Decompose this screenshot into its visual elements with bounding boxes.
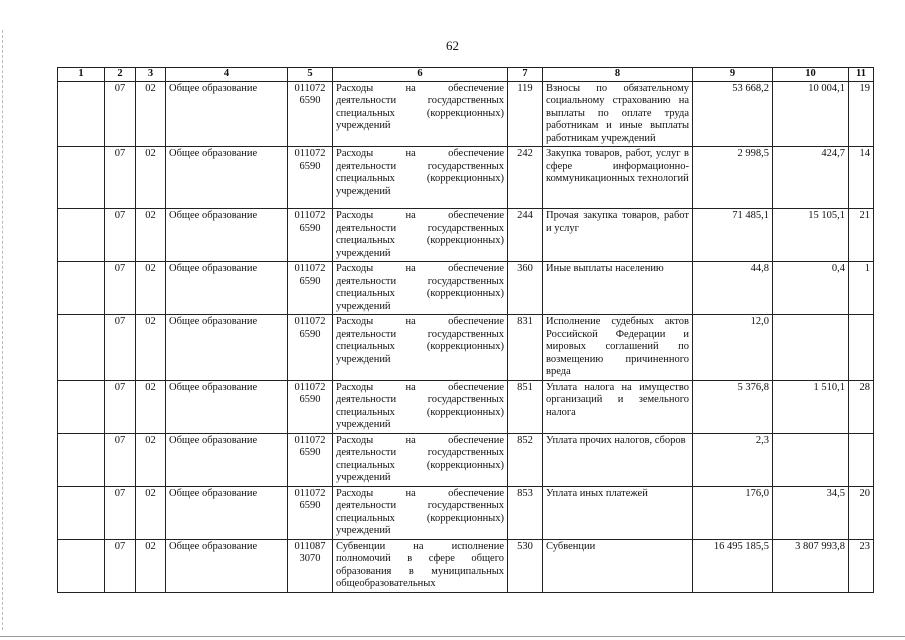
cell-target-code: 011072 6590 (288, 380, 333, 433)
cell-amount-actual: 424,7 (773, 147, 849, 209)
cell-section-name: Общее образование (166, 209, 288, 262)
cell-subsection: 02 (136, 209, 166, 262)
cell-subsection: 02 (136, 315, 166, 381)
cell-expense-type-code: 530 (508, 539, 543, 592)
cell-section: 07 (105, 315, 136, 381)
cell-target-description: Расходы на обеспечение деятельности государственных специальных (коррекционных) учреждений (333, 209, 508, 262)
cell-percent: 20 (849, 486, 874, 539)
cell-col1 (58, 380, 105, 433)
cell-target-description: Расходы на обеспечение деятельности государственных специальных (коррекционных) учреждений (333, 315, 508, 381)
cell-amount-plan: 5 376,8 (693, 380, 773, 433)
cell-section-name: Общее образование (166, 147, 288, 209)
cell-expense-type-description: Взносы по обязательному социальному страхованию на выплаты по оплате труда работникам и иные выплаты работникам учреждений (543, 81, 693, 147)
cell-amount-actual: 34,5 (773, 486, 849, 539)
cell-target-code: 011072 6590 (288, 433, 333, 486)
cell-amount-actual: 0,4 (773, 262, 849, 315)
cell-expense-type-description: Прочая закупка товаров, работ и услуг (543, 209, 693, 262)
cell-percent: 28 (849, 380, 874, 433)
cell-section: 07 (105, 262, 136, 315)
cell-section-name: Общее образование (166, 81, 288, 147)
cell-expense-type-code: 831 (508, 315, 543, 381)
table-row (58, 147, 874, 209)
cell-expense-type-code: 360 (508, 262, 543, 315)
cell-target-code: 011072 6590 (288, 81, 333, 147)
column-header: 10 (773, 68, 849, 82)
cell-target-code: 011072 6590 (288, 209, 333, 262)
scan-edge (0, 636, 905, 637)
cell-target-description: Расходы на обеспечение деятельности государственных специальных (коррекционных) учреждений (333, 262, 508, 315)
cell-section: 07 (105, 81, 136, 147)
cell-subsection: 02 (136, 539, 166, 592)
cell-target-description: Расходы на обеспечение деятельности государственных специальных (коррекционных) учреждений (333, 380, 508, 433)
column-header: 8 (543, 68, 693, 82)
cell-percent: 19 (849, 81, 874, 147)
table-row (58, 486, 874, 539)
cell-section: 07 (105, 486, 136, 539)
cell-amount-plan: 12,0 (693, 315, 773, 381)
cell-col1 (58, 486, 105, 539)
scan-edge (2, 30, 4, 630)
cell-col1 (58, 433, 105, 486)
cell-target-description: Субвенции на исполнение полномочий в сфере общего образования в муниципальных общеобразовательных (333, 539, 508, 592)
cell-amount-plan: 176,0 (693, 486, 773, 539)
table-row (58, 262, 874, 315)
cell-subsection: 02 (136, 486, 166, 539)
cell-section-name: Общее образование (166, 486, 288, 539)
cell-amount-plan: 2,3 (693, 433, 773, 486)
cell-col1 (58, 539, 105, 592)
budget-table (57, 67, 874, 593)
cell-section: 07 (105, 147, 136, 209)
cell-subsection: 02 (136, 147, 166, 209)
table-row (58, 380, 874, 433)
column-header: 5 (288, 68, 333, 82)
page-number: 62 (446, 38, 459, 53)
cell-expense-type-code: 853 (508, 486, 543, 539)
cell-expense-type-code: 244 (508, 209, 543, 262)
cell-expense-type-description: Закупка товаров, работ, услуг в сфере информационно-коммуникационных технологий (543, 147, 693, 209)
cell-target-code: 011087 3070 (288, 539, 333, 592)
cell-target-code: 011072 6590 (288, 315, 333, 381)
cell-target-description: Расходы на обеспечение деятельности государственных специальных (коррекционных) учреждений (333, 433, 508, 486)
cell-col1 (58, 81, 105, 147)
cell-expense-type-code: 852 (508, 433, 543, 486)
table-row (58, 315, 874, 381)
cell-amount-plan: 16 495 185,5 (693, 539, 773, 592)
cell-amount-plan: 53 668,2 (693, 81, 773, 147)
cell-section-name: Общее образование (166, 315, 288, 381)
cell-target-code: 011072 6590 (288, 147, 333, 209)
cell-expense-type-description: Иные выплаты населению (543, 262, 693, 315)
cell-percent: 23 (849, 539, 874, 592)
cell-section: 07 (105, 433, 136, 486)
cell-target-description: Расходы на обеспечение деятельности государственных специальных (коррекционных) учреждений (333, 81, 508, 147)
cell-target-code: 011072 6590 (288, 486, 333, 539)
cell-target-code: 011072 6590 (288, 262, 333, 315)
cell-percent (849, 315, 874, 381)
cell-section-name: Общее образование (166, 433, 288, 486)
table-row (58, 81, 874, 147)
cell-percent (849, 433, 874, 486)
column-header: 3 (136, 68, 166, 82)
table-row (58, 209, 874, 262)
cell-expense-type-code: 119 (508, 81, 543, 147)
header-row (58, 68, 874, 82)
table-row (58, 433, 874, 486)
cell-subsection: 02 (136, 433, 166, 486)
cell-subsection: 02 (136, 380, 166, 433)
cell-col1 (58, 147, 105, 209)
cell-percent: 1 (849, 262, 874, 315)
cell-col1 (58, 262, 105, 315)
column-header: 6 (333, 68, 508, 82)
column-header: 4 (166, 68, 288, 82)
column-header: 11 (849, 68, 874, 82)
cell-expense-type-description: Уплата иных платежей (543, 486, 693, 539)
cell-amount-actual: 1 510,1 (773, 380, 849, 433)
cell-amount-plan: 44,8 (693, 262, 773, 315)
cell-expense-type-code: 851 (508, 380, 543, 433)
column-header: 7 (508, 68, 543, 82)
cell-section: 07 (105, 539, 136, 592)
column-header: 1 (58, 68, 105, 82)
cell-percent: 14 (849, 147, 874, 209)
cell-target-description: Расходы на обеспечение деятельности государственных специальных (коррекционных) учреждений (333, 486, 508, 539)
cell-col1 (58, 209, 105, 262)
cell-col1 (58, 315, 105, 381)
cell-section: 07 (105, 380, 136, 433)
cell-percent: 21 (849, 209, 874, 262)
cell-amount-plan: 71 485,1 (693, 209, 773, 262)
cell-subsection: 02 (136, 81, 166, 147)
cell-expense-type-code: 242 (508, 147, 543, 209)
cell-section-name: Общее образование (166, 380, 288, 433)
cell-expense-type-description: Исполнение судебных актов Российской Федерации и мировых соглашений по возмещению причиненного вреда (543, 315, 693, 381)
column-header: 9 (693, 68, 773, 82)
column-header: 2 (105, 68, 136, 82)
cell-section-name: Общее образование (166, 262, 288, 315)
cell-target-description: Расходы на обеспечение деятельности государственных специальных (коррекционных) учреждений (333, 147, 508, 209)
cell-amount-actual: 10 004,1 (773, 81, 849, 147)
cell-expense-type-description: Субвенции (543, 539, 693, 592)
cell-subsection: 02 (136, 262, 166, 315)
cell-section-name: Общее образование (166, 539, 288, 592)
cell-amount-actual (773, 433, 849, 486)
table-row (58, 539, 874, 592)
cell-amount-actual (773, 315, 849, 381)
cell-section: 07 (105, 209, 136, 262)
cell-expense-type-description: Уплата налога на имущество организаций и земельного налога (543, 380, 693, 433)
cell-amount-actual: 15 105,1 (773, 209, 849, 262)
cell-amount-actual: 3 807 993,8 (773, 539, 849, 592)
cell-amount-plan: 2 998,5 (693, 147, 773, 209)
cell-expense-type-description: Уплата прочих налогов, сборов (543, 433, 693, 486)
